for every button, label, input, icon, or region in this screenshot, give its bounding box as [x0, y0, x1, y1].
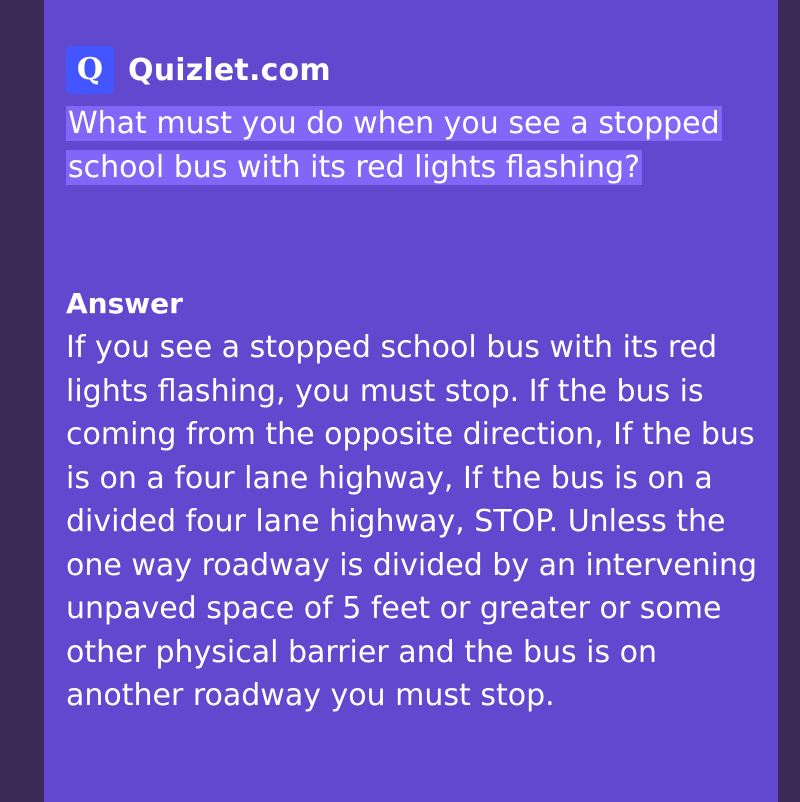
- answer-text: If you see a stopped school bus with its red lights flashing, you must stop. If the bus is coming from the opposite direction, If the bus is on a four lane highway, If the bus is on a divided four lane highway, STOP. Unless the one way roadway is divided by an intervening unpaved space of 5 feet or greater or some other physical barrier and the bus is on another roadway you must stop.: [66, 330, 758, 713]
- right-side-panel: [778, 0, 800, 802]
- site-name: Quizlet.com: [128, 52, 331, 88]
- answer-label: Answer: [66, 287, 183, 320]
- quizlet-logo-icon: Q: [66, 46, 114, 94]
- left-side-panel: [0, 0, 44, 802]
- source-header[interactable]: [66, 46, 331, 94]
- question-text: [66, 102, 766, 190]
- flashcard: [44, 0, 778, 802]
- question-highlight: What must you do when you see a stopped school bus with its red lights flashing?: [68, 106, 720, 185]
